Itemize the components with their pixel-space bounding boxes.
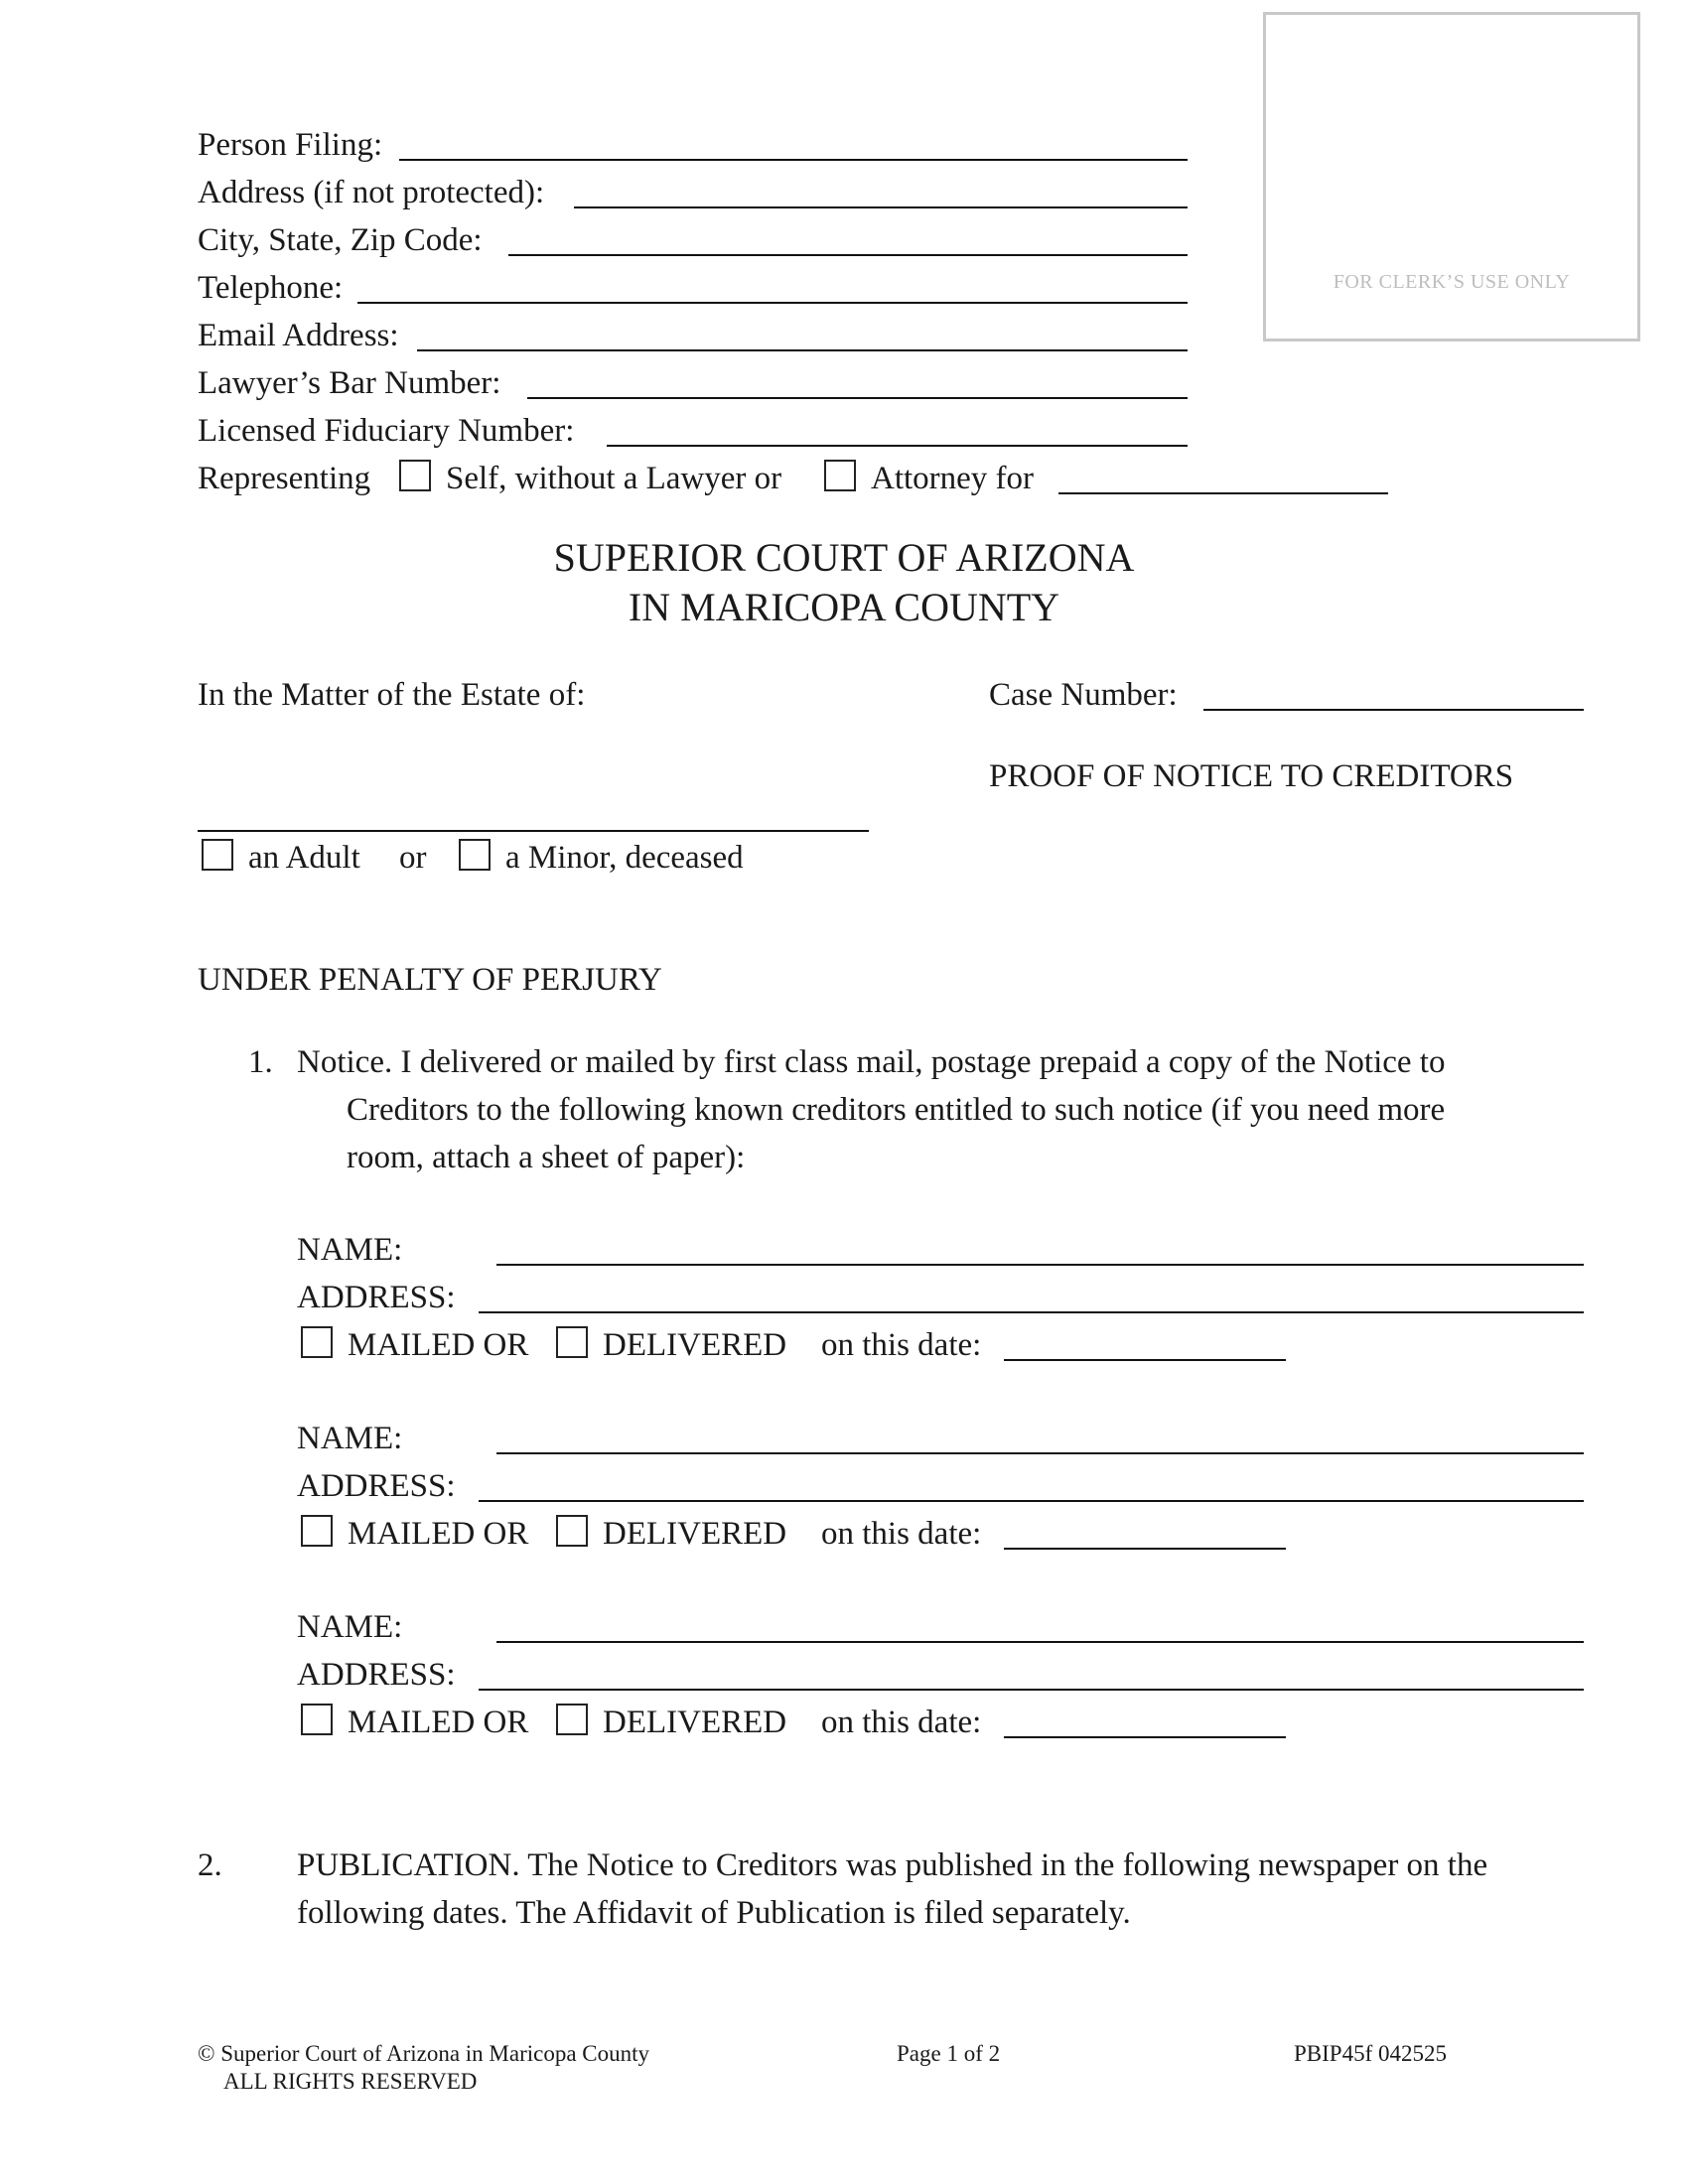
creditor-3-name-label: NAME:	[297, 1609, 403, 1645]
item-2-line-2: following dates. The Affidavit of Publication is filed separately.	[297, 1895, 1131, 1931]
creditor-3-delivered-checkbox[interactable]	[556, 1704, 588, 1735]
creditor-1-mailed-checkbox[interactable]	[301, 1326, 333, 1358]
minor-option-label: a Minor, deceased	[505, 840, 744, 876]
case-number-label: Case Number:	[989, 677, 1178, 713]
creditor-3-name-field[interactable]	[496, 1641, 1584, 1643]
court-county: IN MARICOPA COUNTY	[628, 585, 1060, 629]
creditor-1-name-label: NAME:	[297, 1232, 403, 1268]
fiduciary-number-field[interactable]	[607, 445, 1188, 447]
creditor-3-address-field[interactable]	[479, 1689, 1584, 1691]
item-1-line-2: Creditors to the following known creditors entitled to such notice (if you need more	[347, 1092, 1446, 1128]
fiduciary-number-label: Licensed Fiduciary Number:	[198, 413, 575, 449]
court-name: SUPERIOR COURT OF ARIZONA	[553, 535, 1135, 580]
footer-rights: ALL RIGHTS RESERVED	[223, 2069, 478, 2094]
creditor-1-delivered-label: DELIVERED	[603, 1327, 787, 1363]
creditor-1-mailed-label: MAILED OR	[348, 1327, 529, 1363]
creditor-3-date-label: on this date:	[821, 1705, 982, 1740]
footer-page-number: Page 1 of 2	[897, 2041, 1001, 2066]
minor-checkbox[interactable]	[459, 839, 491, 871]
creditor-1-name-field[interactable]	[496, 1264, 1584, 1266]
creditor-2-address-label: ADDRESS:	[297, 1468, 456, 1504]
creditor-2-mailed-label: MAILED OR	[348, 1516, 529, 1552]
item-2-line-1: PUBLICATION. The Notice to Creditors was published in the following newspaper on the	[297, 1847, 1488, 1883]
decedent-name-field[interactable]	[198, 830, 869, 832]
item-2-number: 2.	[198, 1847, 222, 1883]
item-1-line-1: Notice. I delivered or mailed by first class mail, postage prepaid a copy of the Notice to	[297, 1044, 1446, 1080]
address-label: Address (if not protected):	[198, 175, 545, 210]
creditor-1-date-field[interactable]	[1004, 1359, 1286, 1361]
address-field[interactable]	[574, 206, 1188, 208]
footer-form-code: PBIP45f 042525	[1294, 2041, 1447, 2066]
creditor-1-date-label: on this date:	[821, 1327, 982, 1363]
attorney-option-label: Attorney for	[871, 461, 1035, 496]
creditor-1-address-label: ADDRESS:	[297, 1280, 456, 1315]
clerk-use-box	[1263, 12, 1640, 341]
creditor-2-address-field[interactable]	[479, 1500, 1584, 1502]
creditor-2-delivered-label: DELIVERED	[603, 1516, 787, 1552]
self-checkbox[interactable]	[399, 460, 431, 491]
footer-copyright: © Superior Court of Arizona in Maricopa County	[198, 2041, 650, 2066]
creditor-1-delivered-checkbox[interactable]	[556, 1326, 588, 1358]
person-filing-field[interactable]	[399, 159, 1188, 161]
attorney-for-field[interactable]	[1058, 492, 1388, 494]
case-number-field[interactable]	[1203, 709, 1584, 711]
telephone-field[interactable]	[357, 302, 1188, 304]
self-option-label: Self, without a Lawyer or	[446, 461, 782, 496]
adult-checkbox[interactable]	[202, 839, 233, 871]
representing-label: Representing	[198, 461, 371, 496]
penalty-heading: UNDER PENALTY OF PERJURY	[198, 962, 662, 998]
creditor-2-mailed-checkbox[interactable]	[301, 1515, 333, 1547]
person-filing-label: Person Filing:	[198, 127, 383, 163]
creditor-3-date-field[interactable]	[1004, 1736, 1286, 1738]
creditor-2-name-field[interactable]	[496, 1452, 1584, 1454]
or-text: or	[399, 840, 427, 876]
creditor-3-address-label: ADDRESS:	[297, 1657, 456, 1693]
item-1-number: 1.	[248, 1044, 273, 1080]
clerk-use-label: FOR CLERK’S USE ONLY	[1333, 271, 1571, 293]
email-label: Email Address:	[198, 318, 399, 353]
attorney-checkbox[interactable]	[824, 460, 856, 491]
bar-number-label: Lawyer’s Bar Number:	[198, 365, 501, 401]
document-title: PROOF OF NOTICE TO CREDITORS	[989, 758, 1514, 794]
telephone-label: Telephone:	[198, 270, 344, 306]
creditor-2-date-field[interactable]	[1004, 1548, 1286, 1550]
adult-option-label: an Adult	[248, 840, 360, 876]
bar-number-field[interactable]	[527, 397, 1188, 399]
item-1-line-3: room, attach a sheet of paper):	[347, 1140, 746, 1175]
creditor-2-date-label: on this date:	[821, 1516, 982, 1552]
creditor-2-delivered-checkbox[interactable]	[556, 1515, 588, 1547]
creditor-3-mailed-label: MAILED OR	[348, 1705, 529, 1740]
city-state-zip-label: City, State, Zip Code:	[198, 222, 483, 258]
estate-label: In the Matter of the Estate of:	[198, 677, 586, 713]
creditor-2-name-label: NAME:	[297, 1421, 403, 1456]
creditor-1-address-field[interactable]	[479, 1311, 1584, 1313]
city-state-zip-field[interactable]	[508, 254, 1188, 256]
creditor-3-mailed-checkbox[interactable]	[301, 1704, 333, 1735]
creditor-3-delivered-label: DELIVERED	[603, 1705, 787, 1740]
email-field[interactable]	[417, 349, 1188, 351]
